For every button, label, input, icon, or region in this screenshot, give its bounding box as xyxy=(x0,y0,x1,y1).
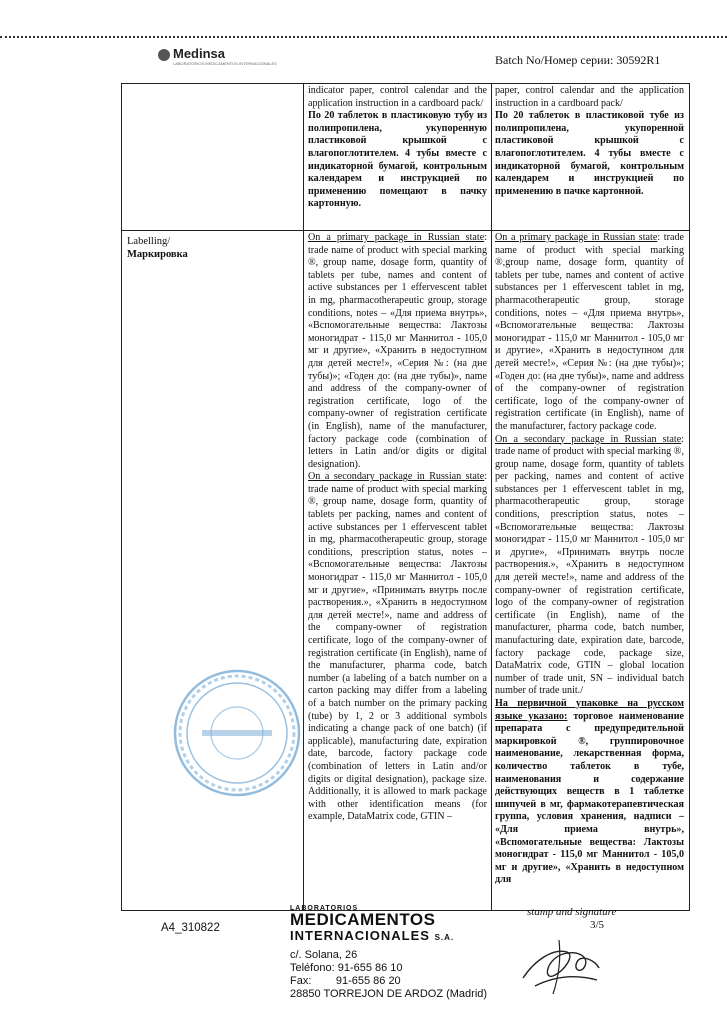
lab-line-2: MEDICAMENTOS xyxy=(290,910,436,929)
lab-sa: S.A. xyxy=(434,933,455,942)
right-secondary-package xyxy=(495,434,684,698)
row1-right-english: paper, control calendar and the application instruction in a cardboard pack/ xyxy=(495,85,684,109)
stamp-and-signature-label: stamp and signature xyxy=(527,906,617,918)
logo-mark-icon xyxy=(158,49,170,61)
labelling-label-ru: Маркировка xyxy=(127,249,188,260)
handwritten-signature xyxy=(515,930,605,1000)
row1-right-cell xyxy=(495,85,684,230)
batch-number: Batch No/Номер серии: 30592R1 xyxy=(495,53,661,67)
row1-right-russian: По 20 таблеток в пластиковой тубе из полипропилена, укупоренной пластиковой крышкой с влагопоглотителем. 4 тубы вместе с индикаторной бумагой, контрольным календарем и инструкцией по применению в пачке картонной. xyxy=(495,110,684,197)
row1-middle-cell xyxy=(308,85,487,230)
right-secondary-body: : trade name of product with special marking ®, group name, dosage form, quantity of tablets per packing, names and content of active substances per 1 effervescent tablet in mg, pharmacotherapeutic group, storage conditions, prescription status, notes – «Вспомогательные вещества: Лактозы моногидрат - 115,0 мг Маннитол - 105,0 мг и другие», «Принимать внутрь после растворения.», «Хранить в недоступном для детей месте!», name and address of the company-owner of registration certificate, logo of the company-owner of registration certificate (in English), name of the manufacturer, pharma code, batch number, manufacturing date, expiration date, barcode, factory package code, package size, DataMatrix code, GTIN – global location number of trade unit, SN – individual batch number of trade unit./ xyxy=(495,433,684,697)
middle-primary-body: : trade name of product with special marking ®, group name, dosage form, quantity of tablets per tube, names and content of active substances per 1 effervescent tablet in mg, pharmacotherapeutic group, storage conditions, notes – «Для приема внутрь», «Вспомогательные вещества: Лактозы моногидрат - 115,0 мг Маннитол - 105,0 мг и другие», «Хранить в недоступном для детей месте!», «Серия №: (на дне тубы)»; «Годен до: (на дне тубы)», name and address of the company-owner of registration certificate, logo of the company-owner of registration certificate (in English), name of the manufacturer, factory package code (combination of letters in Latin and/or digits or digital designation). xyxy=(308,232,487,470)
middle-secondary-package xyxy=(308,471,487,824)
right-primary-body: : trade name of product with special marking ®,group name, dosage form, quantity of tablets per tube, names and content of active substances per 1 effervescent tablet in mg, pharmacotherapeutic group, storage conditions, notes – «Для приема внутрь», «Вспомогательные вещества: Лактозы моногидрат - 115,0 мг Маннитол - 105,0 мг и другие», «Хранить в недоступном для детей месте!», «Серия №: (на дне тубы)»; «Годен до: (на дне тубы)», name and address of the company-owner of registration certificate, logo of the company-owner of registration certificate (in English), name of the manufacturer, factory package code. xyxy=(495,232,684,432)
right-primary-title: On a primary package in Russian state xyxy=(495,232,658,243)
right-secondary-title: On a secondary package in Russian state xyxy=(495,433,682,445)
table-row-divider xyxy=(122,230,689,231)
company-logo xyxy=(158,46,277,66)
table-divider-2 xyxy=(491,84,492,910)
row1-middle-russian: По 20 таблеток в пластиковую тубу из полипропилена, укупоренную пластиковой крышкой с влагопоглотителем. 4 тубы вместе с индикаторной бумагой, контрольным календарем и инструкцией по применению помещают в пачку картонную. xyxy=(308,110,487,210)
labelling-label-en: Labelling/ xyxy=(127,236,171,247)
lab-address-city: 28850 TORREJON DE ARDOZ (Madrid) xyxy=(290,988,488,1000)
middle-secondary-title: On a secondary package in Russian state xyxy=(308,471,485,483)
labelling-label xyxy=(127,235,188,261)
lab-address-street: c/. Solana, 26 xyxy=(290,949,358,961)
official-seal-stamp xyxy=(170,666,304,800)
right-primary-package xyxy=(495,232,684,434)
lab-line-3 xyxy=(290,928,487,945)
logo-name: Medinsa xyxy=(173,46,226,61)
document-id: A4_310822 xyxy=(161,922,220,934)
lab-line-1: LABORATORIOS xyxy=(290,905,359,912)
row2-right-cell xyxy=(495,232,684,909)
laboratory-stamp xyxy=(290,905,487,1001)
right-russian-title: На первичной упаковке на русском языке указано: xyxy=(495,697,684,722)
middle-primary-package xyxy=(308,232,487,471)
middle-secondary-body: : trade name of product with special marking ®, group name, dosage form, quantity of tablets per packing, names and content of active substances per 1 effervescent tablet in mg, pharmacotherapeutic group, storage conditions, prescription status, notes – «Вспомогательные вещества: Лактозы моногидрат - 115,0 мг Маннитол - 105,0 мг и другие», «Принимать внутрь после растворения.», «Хранить в недоступном для детей месте!», name and address of the company-owner of registration certificate, logo of the company-owner of registration certificate (in English), name of the manufacturer, pharma code, batch number (a labeling of a batch number on a carton packing may differ from a labeling of a batch number on the primary packing (tube) by 1, 2 or 3 additional symbols indicating a change pack of one batch) (if applicable), manufacturing date, expiration date, barcode, factory package code (combination of letters in Latin and/or digits or digital designation), package size. Additionally, it is allowed to mark package with other identification means (for example, DataMatrix code, GTIN – xyxy=(308,471,487,823)
row1-middle-english: indicator paper, control calendar and the application instruction in a cardboard pack/ xyxy=(308,85,487,109)
lab-address-fax: Fax: 91-655 86 20 xyxy=(290,975,401,987)
page-number: 3/5 xyxy=(590,919,605,931)
right-russian-package xyxy=(495,698,684,887)
lab-address-phone: Teléfono: 91-655 86 10 xyxy=(290,962,403,974)
right-russian-body: торговое наименование препарата с предупредительной маркировкой ®, группировочное наименование, лекарственная форма, количество таблеток в тубе, наименования и содержание действующих веществ в 1 таблетке шипучей в мг, фармакотерапевтическая группа, условия хранения, надписи – «Для приема внутрь», «Вспомогательные вещества: Лактозы моногидрат - 115,0 мг Маннитол - 105,0 мг и другие», «Хранить в недоступном для xyxy=(495,710,684,886)
lab-address xyxy=(290,949,487,1001)
row2-middle-cell xyxy=(308,232,487,909)
middle-primary-title: On a primary package in Russian state xyxy=(308,232,485,243)
top-dotted-border xyxy=(0,36,727,42)
lab-line-3-name: INTERNACIONALES xyxy=(290,928,430,943)
logo-subtitle: LABORATORIOS MEDICAMENTOS INTERNACIONALES xyxy=(173,61,277,66)
